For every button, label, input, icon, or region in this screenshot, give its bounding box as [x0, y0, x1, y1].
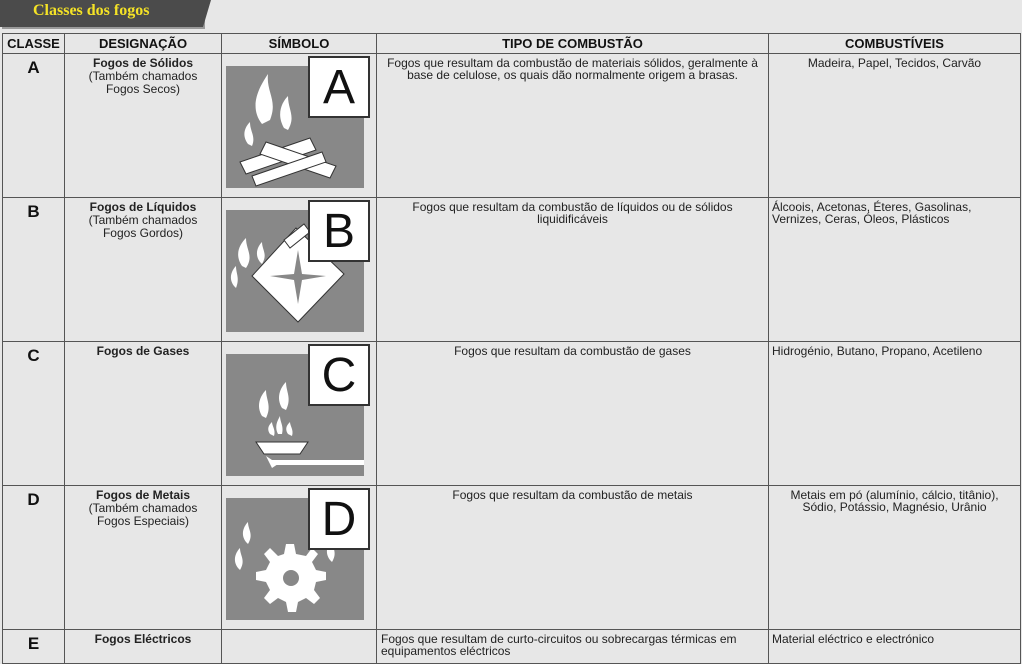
designation-sub: (Também chamados — [88, 213, 198, 227]
fuels: Madeira, Papel, Tecidos, Carvão — [769, 54, 1021, 198]
class-letter: A — [3, 54, 65, 198]
column-header-tipo: TIPO DE COMBUSTÃO — [377, 34, 769, 54]
table-row — [3, 54, 1021, 198]
page-title: Classes dos fogos — [33, 2, 150, 19]
designation-main: Fogos de Metais — [95, 488, 190, 502]
designation-sub: (Também chamados — [88, 69, 198, 83]
column-header-combustiveis: COMBUSTÍVEIS — [769, 34, 1021, 54]
fire-classes-table — [2, 33, 1021, 664]
designation-sub: Fogos Secos) — [105, 82, 181, 96]
table-row — [3, 486, 1021, 630]
designation-sub: Fogos Especiais) — [96, 514, 190, 528]
liquid-fire-icon — [226, 205, 364, 332]
combustion-type: Fogos que resultam da combustão de metais — [377, 486, 769, 630]
table-header-row — [3, 34, 1021, 54]
column-header-simbolo: SÍMBOLO — [222, 34, 377, 54]
metal-fire-icon — [226, 493, 364, 620]
class-letter: B — [3, 198, 65, 342]
designation-main: Fogos de Gases — [96, 344, 190, 358]
combustion-type: Fogos que resultam de curto-circuitos ou sobrecargas térmicas em equipamentos eléctricos — [377, 630, 769, 664]
column-header-classe: CLASSE — [3, 34, 65, 54]
column-header-designacao: DESIGNAÇÃO — [65, 34, 222, 54]
class-letter: E — [3, 630, 65, 664]
header-banner — [0, 0, 203, 27]
designation-main: Fogos Eléctricos — [94, 632, 192, 646]
designation-main: Fogos de Líquidos — [89, 200, 197, 214]
designation-cell — [65, 486, 222, 630]
designation-cell — [65, 198, 222, 342]
symbol-letter: B — [308, 200, 370, 262]
table-row — [3, 342, 1021, 486]
solid-fire-icon — [226, 61, 364, 188]
designation-cell — [65, 630, 222, 664]
fuels: Hidrogénio, Butano, Propano, Acetileno — [769, 342, 1021, 486]
fuels: Álcoois, Acetonas, Éteres, Gasolinas, Vernizes, Ceras, Óleos, Plásticos — [769, 198, 1021, 342]
combustion-type: Fogos que resultam da combustão de líquidos ou de sólidos liquidificáveis — [377, 198, 769, 342]
symbol-cell — [222, 54, 377, 198]
class-letter: D — [3, 486, 65, 630]
fuels: Material eléctrico e electrónico — [769, 630, 1021, 664]
combustion-type: Fogos que resultam da combustão de gases — [377, 342, 769, 486]
designation-cell — [65, 54, 222, 198]
symbol-letter: D — [308, 488, 370, 550]
designation-sub: Fogos Gordos) — [102, 226, 184, 240]
class-letter: C — [3, 342, 65, 486]
gas-fire-icon — [226, 349, 364, 476]
symbol-letter: A — [308, 56, 370, 118]
symbol-cell — [222, 198, 377, 342]
designation-cell — [65, 342, 222, 486]
designation-sub: (Também chamados — [88, 501, 198, 515]
designation-main: Fogos de Sólidos — [92, 56, 193, 70]
symbol-letter: C — [308, 344, 370, 406]
symbol-cell — [222, 342, 377, 486]
combustion-type: Fogos que resultam da combustão de materiais sólidos, geralmente à base de celulose, os quais dão normalmente origem a brasas. — [377, 54, 769, 198]
table-row — [3, 630, 1021, 664]
fuels: Metais em pó (alumínio, cálcio, titânio), Sódio, Potássio, Magnésio, Urânio — [769, 486, 1021, 630]
symbol-cell — [222, 486, 377, 630]
table-row — [3, 198, 1021, 342]
symbol-cell — [222, 630, 377, 664]
